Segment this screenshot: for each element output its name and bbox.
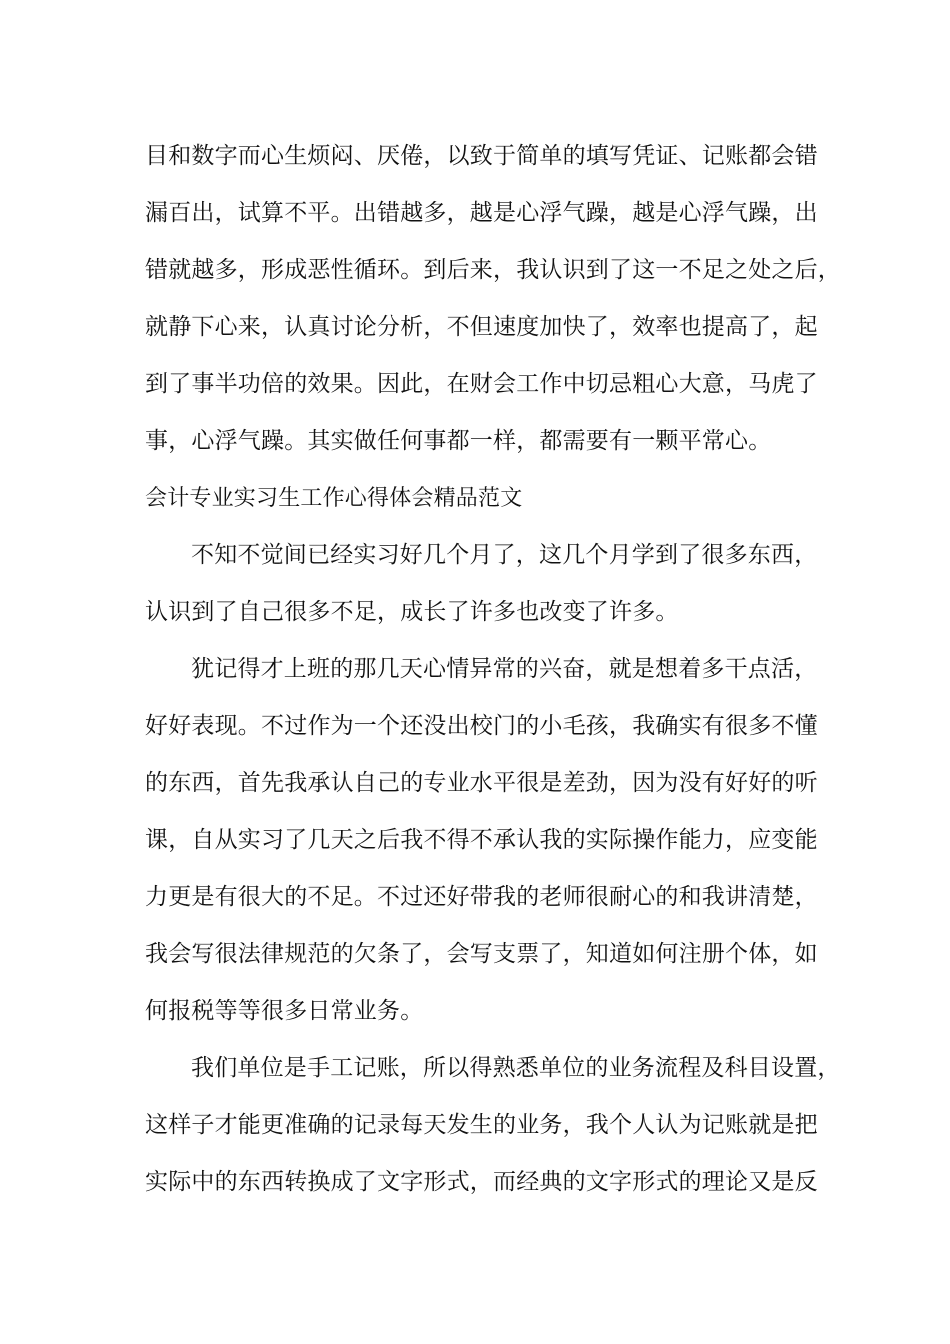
text-line: 错就越多，形成恶性循环。到后来，我认识到了这一不足之处之后， (145, 257, 841, 283)
text-line: 的东西，首先我承认自己的专业水平很是差劲，因为没有好好的听 (145, 770, 818, 796)
text-line: 实际中的东西转换成了文字形式，而经典的文字形式的理论又是反 (145, 1169, 818, 1195)
paragraph-first-line: 不知不觉间已经实习好几个月了，这几个月学到了很多东西， (191, 542, 818, 568)
text-line: 就静下心来，认真讨论分析，不但速度加快了，效率也提高了，起 (145, 314, 818, 340)
text-line: 我会写很法律规范的欠条了，会写支票了，知道如何注册个体，如 (145, 941, 818, 967)
section-heading: 会计专业实习生工作心得体会精品范文 (145, 486, 523, 511)
text-line: 认识到了自己很多不足，成长了许多也改变了许多。 (145, 599, 679, 625)
text-line: 何报税等等很多日常业务。 (145, 998, 424, 1024)
text-line: 到了事半功倍的效果。因此，在财会工作中切忌粗心大意，马虎了 (145, 371, 818, 397)
text-line: 漏百出，试算不平。出错越多，越是心浮气躁，越是心浮气躁，出 (145, 200, 818, 226)
text-line: 好好表现。不过作为一个还没出校门的小毛孩，我确实有很多不懂 (145, 713, 818, 739)
text-line: 课，自从实习了几天之后我不得不承认我的实际操作能力，应变能 (145, 827, 818, 853)
paragraph-first-line: 犹记得才上班的那几天心情异常的兴奋，就是想着多干点活， (191, 656, 818, 682)
text-line: 这样子才能更准确的记录每天发生的业务，我个人认为记账就是把 (145, 1112, 818, 1138)
text-line: 事，心浮气躁。其实做任何事都一样，都需要有一颗平常心。 (145, 428, 772, 454)
text-line: 目和数字而心生烦闷、厌倦，以致于简单的填写凭证、记账都会错 (145, 143, 818, 169)
paragraph-first-line: 我们单位是手工记账，所以得熟悉单位的业务流程及科目设置， (191, 1055, 841, 1081)
text-line: 力更是有很大的不足。不过还好带我的老师很耐心的和我讲清楚， (145, 884, 818, 910)
document-body (145, 128, 841, 1211)
